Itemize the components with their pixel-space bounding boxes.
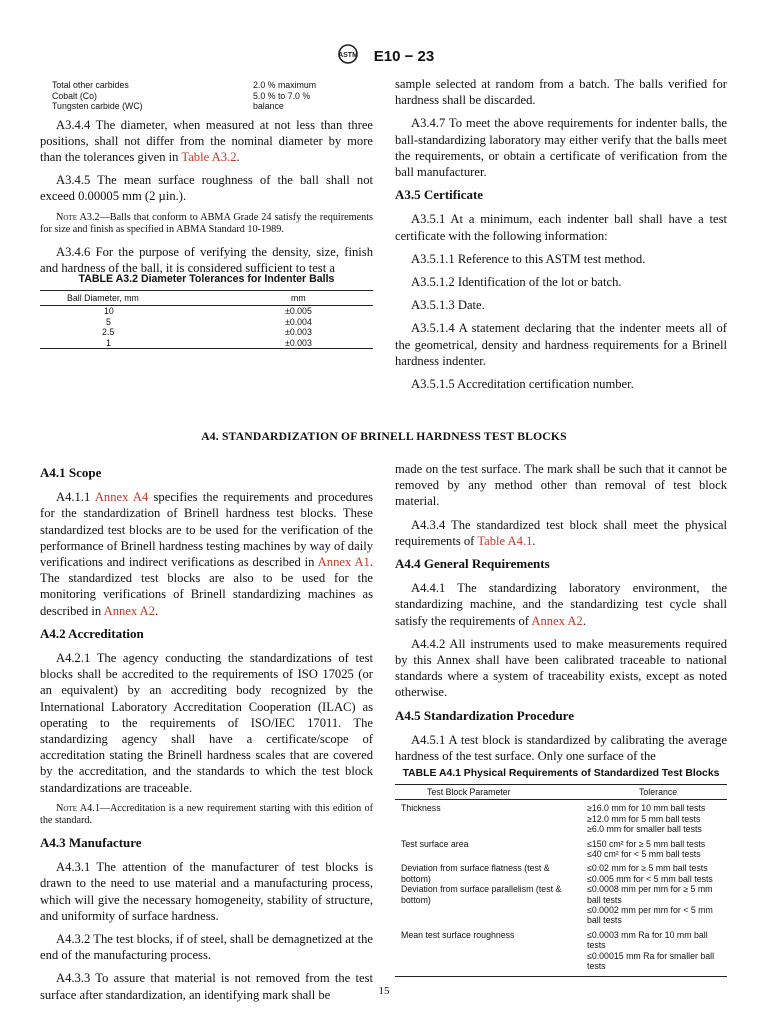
table-a3-2 (40, 273, 373, 349)
para-a3-5-1-5: A3.5.1.5 Accreditation certification number. (411, 377, 634, 392)
para-a3-4-5: A3.4.5 The mean surface roughness of the ball shall not exceed 0.00005 mm (2 µin.). (40, 173, 373, 204)
link-annex-a2[interactable]: Annex A2 (531, 613, 583, 628)
page-number: 15 (378, 985, 390, 997)
para-a4-5-1: A4.5.1 A test block is standardized by calibrating the average hardness of the test surface. Only one surface of the (395, 732, 727, 764)
page-header (0, 44, 768, 69)
astm-logo-icon (334, 44, 362, 69)
note-a3-2: Note A3.2—Balls that conform to ABMA Grade 24 satisfy the requirements for size and finish as specified in ABMA Standard 10-1989. (40, 211, 373, 236)
table-row: 10 ±0.005 (104, 306, 312, 317)
table-row: 5 ±0.004 (106, 316, 312, 327)
table-row: 1 ±0.003 (40, 338, 373, 349)
bottom-right-column (395, 461, 727, 771)
bottom-left-column (40, 461, 373, 1010)
table-row: Deviation from surface parallelism (test & bottom) ≤0.0008 mm per mm for ≥ 5 mm ball tests ≤0.0002 mm per mm for < 5 mm ball tests (401, 884, 713, 926)
para-a4-3-1: A4.3.1 The attention of the manufacturer of test blocks is drawn to the need to use material and a manufacturing process, which will give the necessary homogeneity, stability of structure, and uniformity of surface hardness. (40, 860, 373, 923)
table-row: Test surface area ≤150 cm² for ≥ 5 mm ball tests ≤40 cm² for < 5 mm ball tests (401, 838, 706, 860)
carbide-row: Cobalt (Co) 5.0 % to 7.0 % (52, 90, 311, 101)
para-a4-1-1: A4.1.1 Annex A4 specifies the requirements and procedures for the standardization of Brinell hardness test blocks. These standardized test blocks are to be used for the verification of the performance of Brinell hardness testing machines by way of daily verifications and indirect verifications as described in Annex A1. The standardized test blocks are also to be used for the monitoring verifications of Brinell standardizing machines as described in Annex A2. (40, 490, 374, 618)
link-annex-a4[interactable]: Annex A4 (94, 490, 149, 505)
para-a3-5-1-1: A3.5.1.1 Reference to this ASTM test method. (411, 251, 646, 266)
para-continued: made on the test surface. The mark shall be such that it cannot be removed by any method other than removal of test block material. (395, 462, 727, 509)
para-a4-3-2: A4.3.2 The test blocks, if of steel, shall be demagnetized at the end of the manufacturing process. (40, 932, 373, 963)
para-a3-5-1-4: A3.5.1.4 A statement declaring that the indenter meets all of the geometrical, density and hardness requirements for a Brinell hardness indenter. (395, 321, 727, 368)
section-title: A4. STANDARDIZATION OF BRINELL HARDNESS TEST BLOCKS (201, 430, 567, 443)
table-header-cell: Tolerance (577, 785, 727, 800)
heading-a3-5: A3.5 Certificate (395, 187, 484, 203)
top-right-column (395, 76, 727, 399)
para-a4-4-2: A4.4.2 All instruments used to make measurements required by this Annex shall have been calibrated traceable to national standards where a system of traceability exists, except as noted otherwise. (395, 636, 727, 700)
note-a4-1: Note A4.1—Accreditation is a new requirement starting with this edition of the standard. (40, 802, 373, 827)
table-row: 2.5 ±0.003 (102, 327, 312, 338)
table-a4-1 (395, 768, 727, 977)
para-a4-3-3: A4.3.3 To assure that material is not removed from the test surface after standardization, an identifying mark shall be (40, 971, 373, 1002)
table-header-cell: Test Block Parameter (395, 785, 577, 800)
carbide-row: Total other carbides 2.0 % maximum (52, 80, 317, 90)
top-left-column (40, 80, 373, 283)
table-body (395, 784, 727, 977)
para-a3-4-7: A3.4.7 To meet the above requirements for indenter balls, the ball-standardizing laboratory may either verify that the balls meet the requirements, or obtain a certificate of verification from the ball manufacturer. (395, 116, 727, 180)
para-a4-2-1: A4.2.1 The agency conducting the standardizations of test blocks shall be accredited to the requirements of ISO 17025 (or an equivalent) by an accrediting body recognized by the International Laboratory Accreditation Cooperation (ILAC) as operating to the requirements of ISO/IEC 17011. The standardizing agency shall have a certificate/scope of accreditation stating the Brinell hardness scales that are covered by the accreditation, and the standards to which the test block standardizations are traceable. (40, 651, 373, 795)
table-row: Mean test surface roughness ≤0.0003 mm Ra for 10 mm ball tests ≤0.00015 mm Ra for smaller ball tests (395, 930, 727, 976)
carbide-list (52, 80, 373, 112)
heading-a4-4: A4.4 General Requirements (395, 556, 550, 572)
para-continued: sample selected at random from a batch. The balls verified for hardness shall be discarded. (395, 77, 727, 108)
heading-a4-1: A4.1 Scope (40, 465, 102, 480)
heading-a4-2: A4.2 Accreditation (40, 625, 144, 641)
para-a4-4-1: A4.4.1 The standardizing laboratory environment, the standardizing machine, and the standardizing test cycle shall satisfy the requirements of Annex A2. (395, 581, 727, 628)
link-annex-a1[interactable]: Annex A1 (317, 555, 370, 570)
para-a4-3-4: A4.3.4 The standardized test block shall meet the physical requirements of Table A4.1. (395, 517, 727, 548)
para-a3-5-1-2: A3.5.1.2 Identification of the lot or batch. (411, 275, 622, 290)
link-table-a4-1[interactable]: Table A4.1 (477, 533, 533, 548)
table-header-cell: mm (217, 291, 373, 306)
para-a3-4-6: A3.4.6 For the purpose of verifying the density, size, finish and hardness of the ball, it is considered sufficient to test a (40, 244, 373, 275)
heading-a4-3: A4.3 Manufacture (40, 835, 142, 851)
table-header-cell: Ball Diameter, mm (40, 291, 217, 306)
para-a3-4-4: A3.4.4 The diameter, when measured at not less than three positions, shall not differ from the nominal diameter by more than the tolerances given in Table A3.2. (40, 117, 373, 164)
heading-a4-5: A4.5 Standardization Procedure (395, 707, 574, 723)
table-row: Deviation from surface flatness (test & bottom) ≤0.02 mm for ≥ 5 mm ball tests ≤0.005 mm for < 5 mm ball tests (401, 863, 713, 884)
table-title: TABLE A3.2 Diameter Tolerances for Indenter Balls (78, 273, 335, 285)
link-table-a3-2[interactable]: Table A3.2 (181, 149, 237, 164)
para-a3-5-1: A3.5.1 At a minimum, each indenter ball shall have a test certificate with the following information: (395, 212, 727, 243)
para-a3-5-1-3: A3.5.1.3 Date. (411, 298, 485, 313)
table-title: TABLE A4.1 Physical Requirements of Standardized Test Blocks (402, 768, 720, 779)
link-annex-a2[interactable]: Annex A2 (103, 603, 156, 618)
table-body (40, 290, 373, 349)
svg-text:ASTM: ASTM (337, 52, 358, 59)
carbide-row: Tungsten carbide (WC) balance (52, 101, 284, 111)
designation: E10 − 23 (373, 48, 435, 65)
table-row: Thickness ≥16.0 mm for 10 mm ball tests ≥12.0 mm for 5 mm ball tests ≥6.0 mm for smaller ball tests (401, 803, 706, 835)
